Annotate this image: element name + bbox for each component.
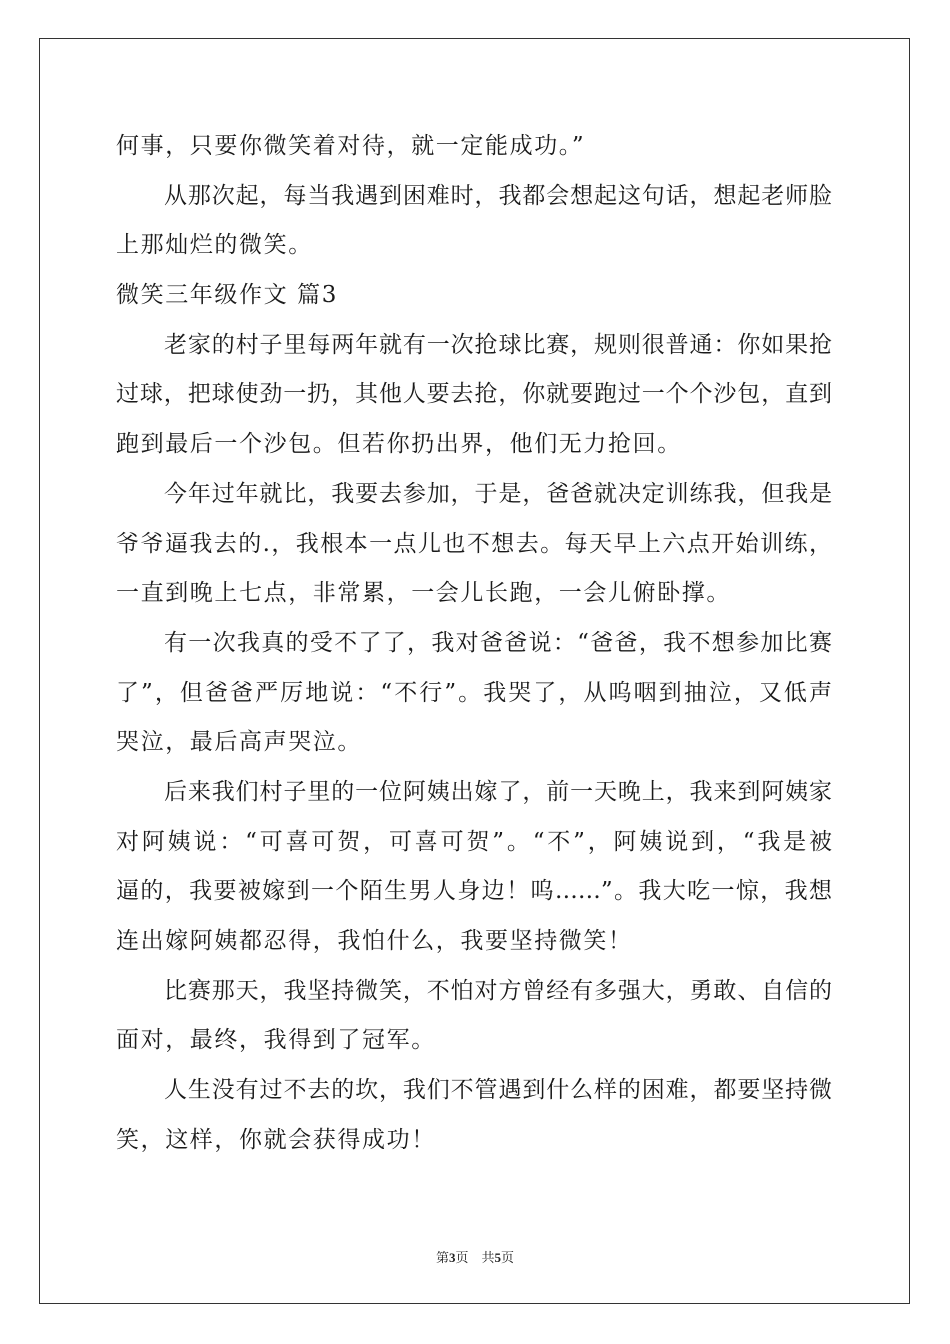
text-line: 跑到最后一个沙包。但若你扔出界，他们无力抢回。 (116, 431, 682, 458)
paragraph-line: 今年过年就比，我要去参加，于是，爸爸就决定训练我，但我是 (164, 480, 832, 507)
footer-suffix: 页 (501, 1251, 515, 1266)
text-line: 上那灿烂的微笑。 (116, 232, 313, 259)
text-line: 哭泣，最后高声哭泣。 (116, 729, 362, 756)
footer-total-pages: 5 (494, 1250, 501, 1265)
paragraph-line: 人生没有过不去的坎，我们不管遇到什么样的困难，都要坚持微 (164, 1077, 832, 1104)
text-line: 一直到晚上七点，非常累，一会儿长跑，一会儿俯卧撑。 (116, 580, 731, 607)
footer-mid: 页 共 (455, 1251, 495, 1266)
paragraph-line: 老家的村子里每两年就有一次抢球比赛，规则很普通：你如果抢 (164, 331, 832, 358)
text-line: 逼的，我要被嫁到一个陌生男人身边！呜……”。我大吃一惊，我想 (116, 878, 832, 905)
text-line: 何事，只要你微笑着对待，就一定能成功。” (116, 133, 586, 159)
text-line: 笑，这样，你就会获得成功！ (116, 1126, 436, 1153)
footer-prefix: 第 (435, 1251, 449, 1266)
paragraph-line: 有一次我真的受不了了，我对爸爸说：“爸爸，我不想参加比赛 (164, 629, 832, 656)
text-line: 爷爷逼我去的.，我根本一点儿也不想去。每天早上六点开始训练， (116, 530, 832, 557)
text-line: 过球，把球使劲一扔，其他人要去抢，你就要跑过一个个沙包，直到 (116, 381, 832, 408)
text-line: 对阿姨说：“可喜可贺，可喜可贺”。“不”，阿姨说到，“我是被 (116, 828, 832, 855)
text-line: 了”，但爸爸严厉地说：“不行”。我哭了，从呜咽到抽泣，又低声 (116, 679, 832, 706)
section-heading: 微笑三年级作文 篇3 (116, 282, 338, 309)
paragraph-line: 后来我们村子里的一位阿姨出嫁了，前一天晚上，我来到阿姨家 (164, 778, 832, 805)
footer-page-number: 3 (448, 1250, 456, 1265)
page-footer (0, 1247, 950, 1266)
paragraph-line: 从那次起，每当我遇到困难时，我都会想起这句话，想起老师脸 (164, 182, 832, 209)
text-line: 面对，最终，我得到了冠军。 (116, 1027, 436, 1054)
paragraph-line: 比赛那天，我坚持微笑，不怕对方曾经有多强大，勇敢、自信的 (164, 977, 832, 1004)
document-body (116, 122, 832, 1165)
text-line: 连出嫁阿姨都忍得，我怕什么，我要坚持微笑！ (116, 928, 633, 954)
